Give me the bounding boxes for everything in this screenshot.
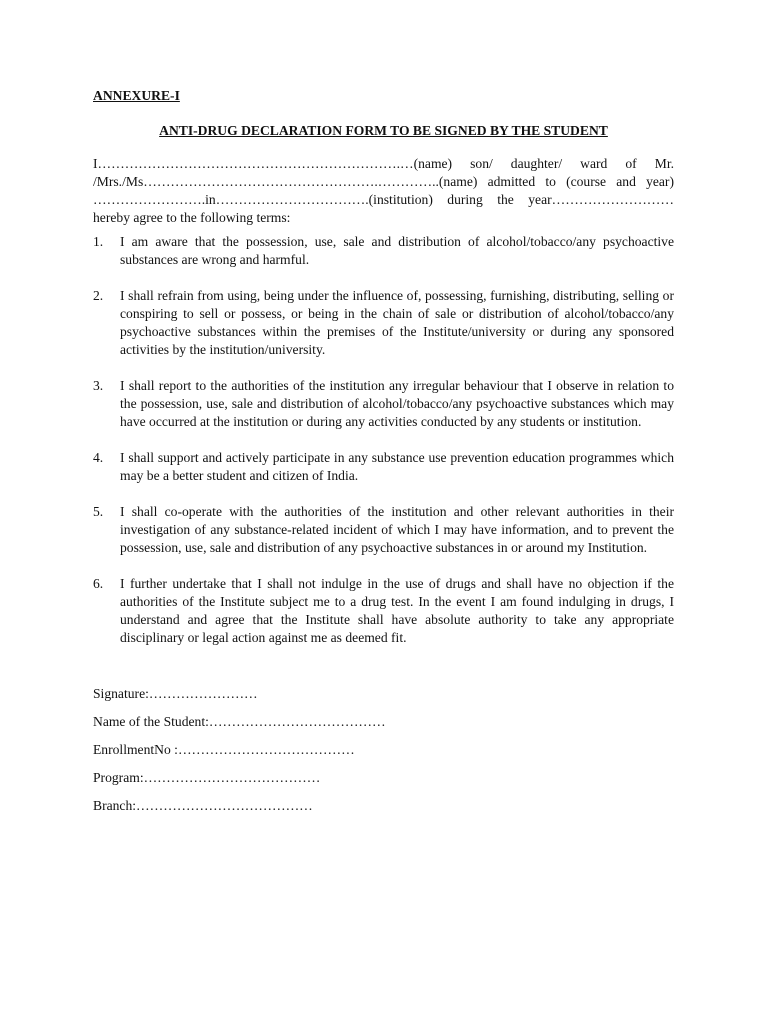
term-item	[93, 575, 674, 647]
program-field: Program:…………………………………	[93, 770, 321, 785]
annexure-heading: ANNEXURE-I	[93, 88, 180, 103]
term-number: 6.	[93, 576, 104, 591]
term-text: I am aware that the possession, use, sale and distribution of alcohol/tobacco/any psychoactive substances are wrong and harmful.	[120, 234, 674, 267]
branch-field: Branch:…………………………………	[93, 798, 313, 813]
term-text: I shall co-operate with the authorities of the institution and other relevant authorities in their investigation of any substance-related incident of which I may have information, and to prevent the possession, use, sale and distribution of any psychoactive substances in or around my Institution.	[120, 504, 674, 555]
term-text: I shall support and actively participate in any substance use prevention education programmes which may be a better student and citizen of India.	[120, 450, 674, 483]
signature-field: Signature:……………………	[93, 686, 258, 701]
term-number: 1.	[93, 234, 104, 249]
intro-paragraph: I………………………………………………………….…(name) son/ daughter/ ward of Mr. /Mrs./Ms…………………………………………….…………..(name) admitted to (course and year) …………………….in…………………………….(institution) during the year………………………hereby agree to the following terms:	[93, 156, 674, 225]
declaration-form	[93, 87, 674, 825]
signature-block	[93, 685, 674, 815]
enrollment-number-field: EnrollmentNo :…………………………………	[93, 742, 355, 757]
term-item	[93, 377, 674, 431]
form-title: ANTI-DRUG DECLARATION FORM TO BE SIGNED BY THE STUDENT	[159, 123, 608, 138]
term-text: I shall report to the authorities of the institution any irregular behaviour that I observe in relation to the possession, use, sale and distribution of alcohol/tobacco/any psychoactive substances which may have occurred at the institution or during any activities conducted by any students or institution.	[120, 378, 674, 429]
term-number: 3.	[93, 378, 104, 393]
term-item	[93, 449, 674, 485]
term-item	[93, 503, 674, 557]
term-number: 2.	[93, 288, 104, 303]
terms-list	[93, 233, 674, 647]
term-number: 4.	[93, 450, 104, 465]
term-item	[93, 233, 674, 269]
term-number: 5.	[93, 504, 104, 519]
term-text: I further undertake that I shall not indulge in the use of drugs and shall have no objection if the authorities of the Institute subject me to a drug test. In the event I am found indulging in drugs, I understand and agree that the Institute shall have absolute authority to take any appropriate disciplinary or legal action against me as deemed fit.	[120, 576, 674, 645]
student-name-field: Name of the Student:…………………………………	[93, 714, 386, 729]
term-item	[93, 287, 674, 359]
term-text: I shall refrain from using, being under the influence of, possessing, furnishing, distributing, selling or conspiring to sell or possess, or being in the chain of sale or distribution of alcohol/tobacco/any psychoactive substances within the premises of the Institute/university or during any sponsored activities by the institution/university.	[120, 288, 674, 357]
